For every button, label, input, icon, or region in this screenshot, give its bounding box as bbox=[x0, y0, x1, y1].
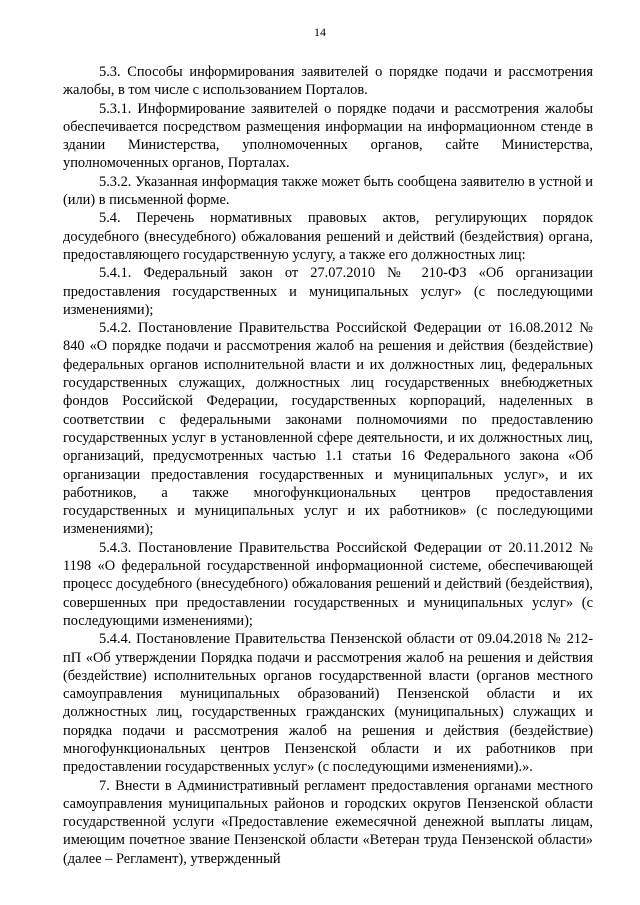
paragraph-5-3-2: 5.3.2. Указанная информация также может быть сообщена заявителю в устной и (или) в письменной форме. bbox=[63, 173, 593, 209]
document-body bbox=[63, 63, 593, 868]
paragraph-5-4: 5.4. Перечень нормативных правовых актов, регулирующих порядок досудебного (внесудебного) обжалования решений и действий (бездействия) органа, предоставляющего государственную услугу, а также его должностных лиц: bbox=[63, 210, 593, 263]
page-number: 14 bbox=[314, 25, 326, 39]
paragraph-7: 7. Внести в Административный регламент предоставления органами местного самоуправления муниципальных районов и городских округов Пензенской области государственной услуги «Предоставление ежемесячной денежной выплаты лицам, имеющим почетное звание Пензенской области «Ветеран труда Пензенской области» (далее – Регламент), утвержденный bbox=[63, 777, 593, 867]
paragraph-5-4-2: 5.4.2. Постановление Правительства Российской Федерации от 16.08.2012 № 840 «О порядке подачи и рассмотрения жалоб на решения и действия (бездействие) федеральных органов исполнительной власти и их должностных лиц, федеральных государственных служащих, должностных лиц государственных внебюджетных фондов Российской Федерации, государственных корпораций, наделенных в соответствии с федеральными законами полномочиями по предоставлению государственных услуг в установленной сфере деятельности, и их должностных лиц, организаций, предусмотренных частью 1.1 статьи 16 Федерального закона «Об организации предоставления государственных и муниципальных услуг», и их работников, а также многофункциональных центров предоставления государственных и муниципальных услуг и их работников» (с последующими изменениями); bbox=[63, 320, 593, 538]
paragraph-5-4-4: 5.4.4. Постановление Правительства Пензенской области от 09.04.2018 № 212-пП «Об утверждении Порядка подачи и рассмотрения жалоб на решения и действия (бездействие) исполнительных органов государственной власти (органов местного самоуправления муниципальных образований) Пензенской области и их должностных лиц, государственных гражданских (муниципальных) служащих и порядка подачи и рассмотрения жалоб на решения и действия (бездействие) многофункциональных центров Пензенской области и их работников при предоставлении государственных услуг» (с последующими изменениями).». bbox=[63, 631, 593, 776]
paragraph-5-3: 5.3. Способы информирования заявителей о порядке подачи и рассмотрения жалобы, в том числе с использованием Порталов. bbox=[63, 64, 593, 99]
paragraph-5-4-1: 5.4.1. Федеральный закон от 27.07.2010 № 210-ФЗ «Об организации предоставления государственных и муниципальных услуг» (с последующими изменениями); bbox=[63, 265, 593, 318]
paragraph-5-4-3: 5.4.3. Постановление Правительства Российской Федерации от 20.11.2012 № 1198 «О федеральной государственной информационной системе, обеспечивающей процесс досудебного (внесудебного) обжалования решений и действий (бездействия), совершенных при предоставлении государственных и муниципальных услуг» (с последующими изменениями); bbox=[63, 539, 593, 629]
paragraph-5-3-1: 5.3.1. Информирование заявителей о порядке подачи и рассмотрения жалобы обеспечивается посредством размещения информации на информационном стенде в здании Министерства, уполномоченных органов, сайте Министерства, уполномоченных органов, Порталах. bbox=[63, 100, 593, 172]
